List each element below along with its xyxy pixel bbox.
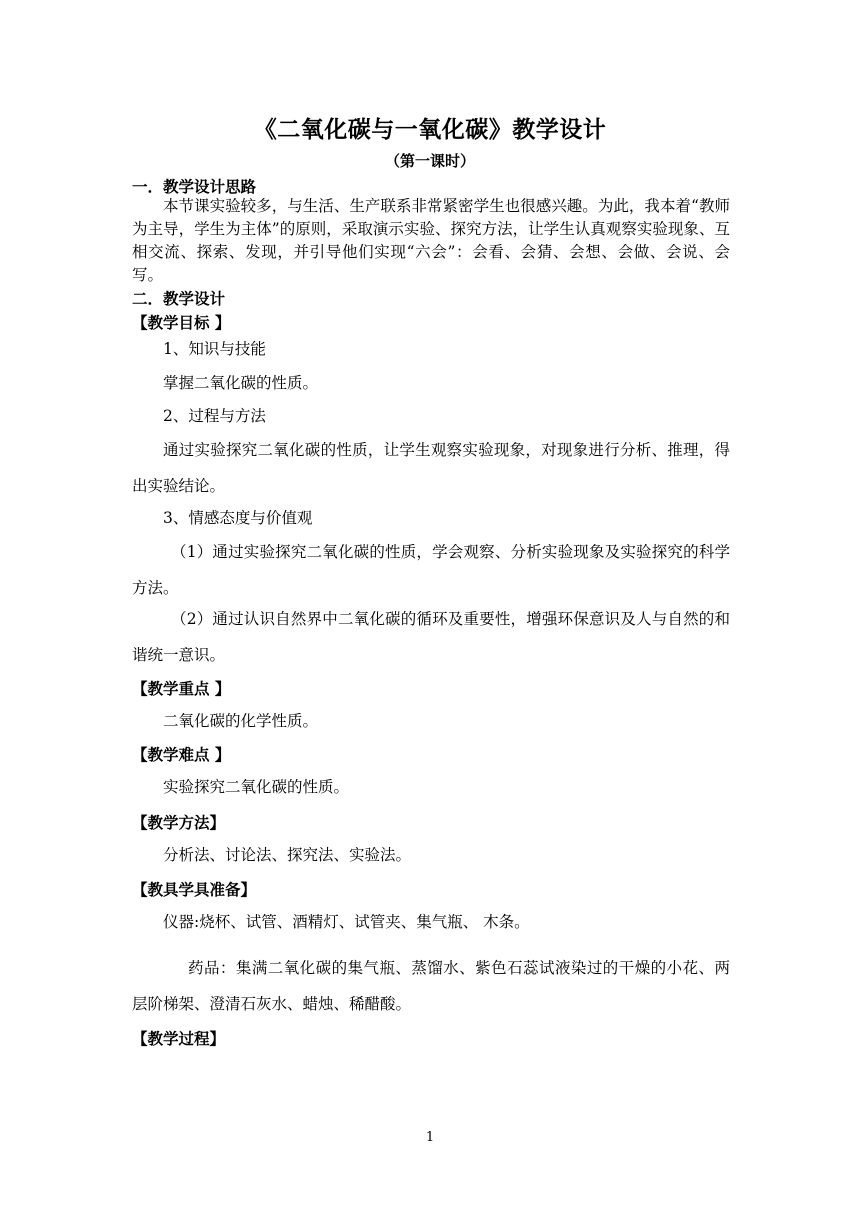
process-heading: 【教学过程】 [132,1030,226,1048]
document-subtitle: （第一课时） [384,152,475,170]
objective-1-title: 1、知识与技能 [163,340,266,358]
section-heading-teaching-design: 二．教学设计 [132,290,226,308]
objective-2-body: 通过实验探究二氧化碳的性质，让学生观察实验现象，对现象进行分析、推理，得出实验结论。 [132,441,730,495]
difficulties-heading: 【教学难点 】 [132,746,231,764]
page-number: 1 [425,1130,435,1145]
objective-3-sub-2: （2）通过认识自然界中二氧化碳的循环及重要性，增强环保意识及人与自然的和谐统一意识。 [132,610,730,664]
section-heading-design-idea: 一．教学设计思路 [132,178,257,196]
materials-reagents: 药品：集满二氧化碳的集气瓶、蒸馏水、紫色石蕊试液染过的干燥的小花、两层阶梯架、澄清石灰水、蜡烛、稀醋酸。 [132,959,730,1013]
key-points-heading: 【教学重点 】 [132,680,231,698]
materials-instruments: 仪器:烧杯、试管、酒精灯、试管夹、集气瓶、 木条。 [163,913,530,931]
methods-heading: 【教学方法】 [132,814,226,832]
objectives-heading: 【教学目标 】 [132,314,231,332]
objective-3-sub-1: （1）通过实验探究二氧化碳的性质，学会观察、分析实验现象及实验探究的科学方法。 [132,543,730,597]
document-title: 《二氧化碳与一氧化碳》教学设计 [253,117,607,143]
difficulties-body: 实验探究二氧化碳的性质。 [163,778,350,796]
materials-heading: 【教具学具准备】 [132,881,257,899]
objective-3-title: 3、情感态度与价值观 [163,509,313,527]
objective-1-body: 掌握二氧化碳的性质。 [163,374,319,392]
objective-2-title: 2、过程与方法 [163,407,266,425]
key-points-body: 二氧化碳的化学性质。 [163,712,319,730]
methods-body: 分析法、讨论法、探究法、实验法。 [163,846,412,864]
design-idea-paragraph: 本节课实验较多，与生活、生产联系非常紧密学生也很感兴趣。为此，我本着“教师为主导，学生为主体”的原则，采取演示实验、探究方法，让学生认真观察实验现象、互相交流、探索、发现，并引导他们实现“六会”：会看、会猜、会想、会做、会说、会写。 [132,197,730,284]
